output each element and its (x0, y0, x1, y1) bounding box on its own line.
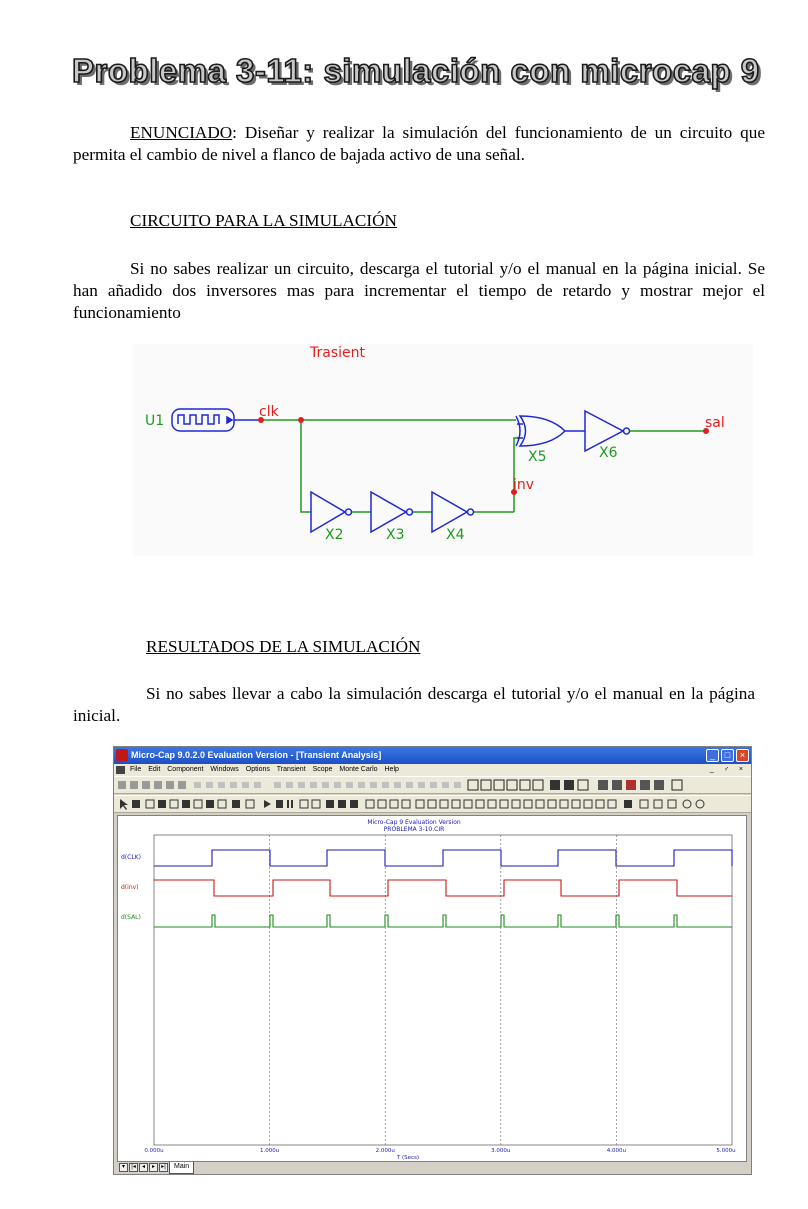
label-x4: X4 (446, 527, 465, 543)
label-x6: X6 (599, 445, 618, 461)
tab-prev-button[interactable]: ◂ (139, 1163, 148, 1172)
trace-label-inv: d(inv) (121, 884, 139, 891)
toolbar-top-icons[interactable] (114, 777, 750, 793)
window-titlebar[interactable] (114, 747, 751, 764)
circuit-heading: CIRCUITO PARA LA SIMULACIÓN (130, 211, 397, 230)
menu-options[interactable]: Options (245, 766, 270, 773)
menu-help[interactable]: Help (384, 766, 399, 773)
label-clk: clk (259, 404, 279, 420)
plot-header-2: PROBLEMA 3-10.CIR (383, 826, 445, 833)
label-inv: inv (513, 477, 535, 493)
toolbar-bottom (114, 795, 751, 813)
menu-bar (114, 764, 751, 776)
microcap-window (113, 746, 752, 1175)
x-tick-3: 3.000u (491, 1148, 511, 1154)
trace-label-clk: d(CLK) (121, 854, 141, 861)
document-icon (116, 766, 125, 774)
results-heading: RESULTADOS DE LA SIMULACIÓN (146, 637, 421, 656)
tab-menu-button[interactable]: ▾ (119, 1163, 128, 1172)
label-x3: X3 (386, 527, 405, 543)
label-x2: X2 (325, 527, 344, 543)
enunciado-label: ENUNCIADO (130, 123, 233, 142)
close-button[interactable]: × (736, 749, 749, 762)
menu-file[interactable]: File (130, 766, 142, 773)
app-icon (116, 749, 128, 761)
trace-clk (154, 850, 732, 866)
toolbar-top (114, 776, 751, 794)
x-tick-1: 1.000u (259, 1148, 280, 1154)
minimize-button[interactable]: _ (706, 749, 719, 762)
plot-header-1: Micro-Cap 9 Evaluation Version (367, 819, 461, 826)
label-sal: sal (705, 415, 725, 431)
results-paragraph: Si no sabes llevar a cabo la simulación descarga el tutorial y/o el manual en la página inicial. (73, 684, 755, 725)
x-tick-0: 0.000u (144, 1148, 164, 1154)
vertical-gridlines (270, 835, 617, 1145)
tab-main[interactable]: Main (169, 1162, 194, 1174)
circuit-schematic (133, 336, 753, 556)
toolbar-bottom-icons[interactable] (114, 796, 750, 812)
tab-next-button[interactable]: ▸ (149, 1163, 158, 1172)
mdi-controls[interactable]: _ ♂ × (709, 766, 747, 773)
tab-bar (117, 1162, 747, 1174)
label-u1: U1 (145, 413, 165, 429)
x-axis-label: T (Secs) (396, 1155, 420, 1161)
trace-label-sal: d(SAL) (121, 914, 141, 921)
x-tick-4: 4.000u (606, 1148, 627, 1154)
tab-first-button[interactable]: |◂ (129, 1163, 138, 1172)
menu-windows[interactable]: Windows (210, 766, 239, 773)
menu-scope[interactable]: Scope (312, 766, 333, 773)
window-title: Micro-Cap 9.0.2.0 Evaluation Version - [Transient Analysis] (131, 750, 382, 760)
menu-monte-carlo[interactable]: Monte Carlo (339, 766, 378, 773)
enunciado-text: : Diseñar y realizar la simulación del funcionamiento de un circuito que permita el cambio de nivel a flanco de bajada activo de una señal. (73, 123, 765, 164)
trace-sal (154, 915, 732, 927)
maximize-button[interactable]: □ (721, 749, 734, 762)
plot-frame (154, 835, 732, 1145)
x-tick-5: 5.000u (716, 1148, 736, 1154)
node-dot-junction (298, 417, 304, 423)
label-analysis: Trasient (310, 345, 365, 361)
enunciado-paragraph (73, 122, 765, 166)
tab-last-button[interactable]: ▸| (159, 1163, 168, 1172)
waveform-plot[interactable] (117, 815, 747, 1162)
trace-inv (154, 880, 732, 896)
document-title: Problema 3-11: simulación con microcap 9 (72, 52, 760, 89)
label-x5: X5 (528, 449, 547, 465)
waveform-svg (118, 816, 746, 1161)
menu-component[interactable]: Component (167, 766, 204, 773)
circuit-paragraph: Si no sabes realizar un circuito, descarga el tutorial y/o el manual en la página inicial. Se han añadido dos inversores mas para incrementar el tiempo de retardo y mostrar mejor el funcionamiento (73, 259, 765, 322)
menu-edit[interactable]: Edit (148, 766, 161, 773)
menu-transient[interactable]: Transient (276, 766, 306, 773)
x-tick-2: 2.000u (375, 1148, 395, 1154)
